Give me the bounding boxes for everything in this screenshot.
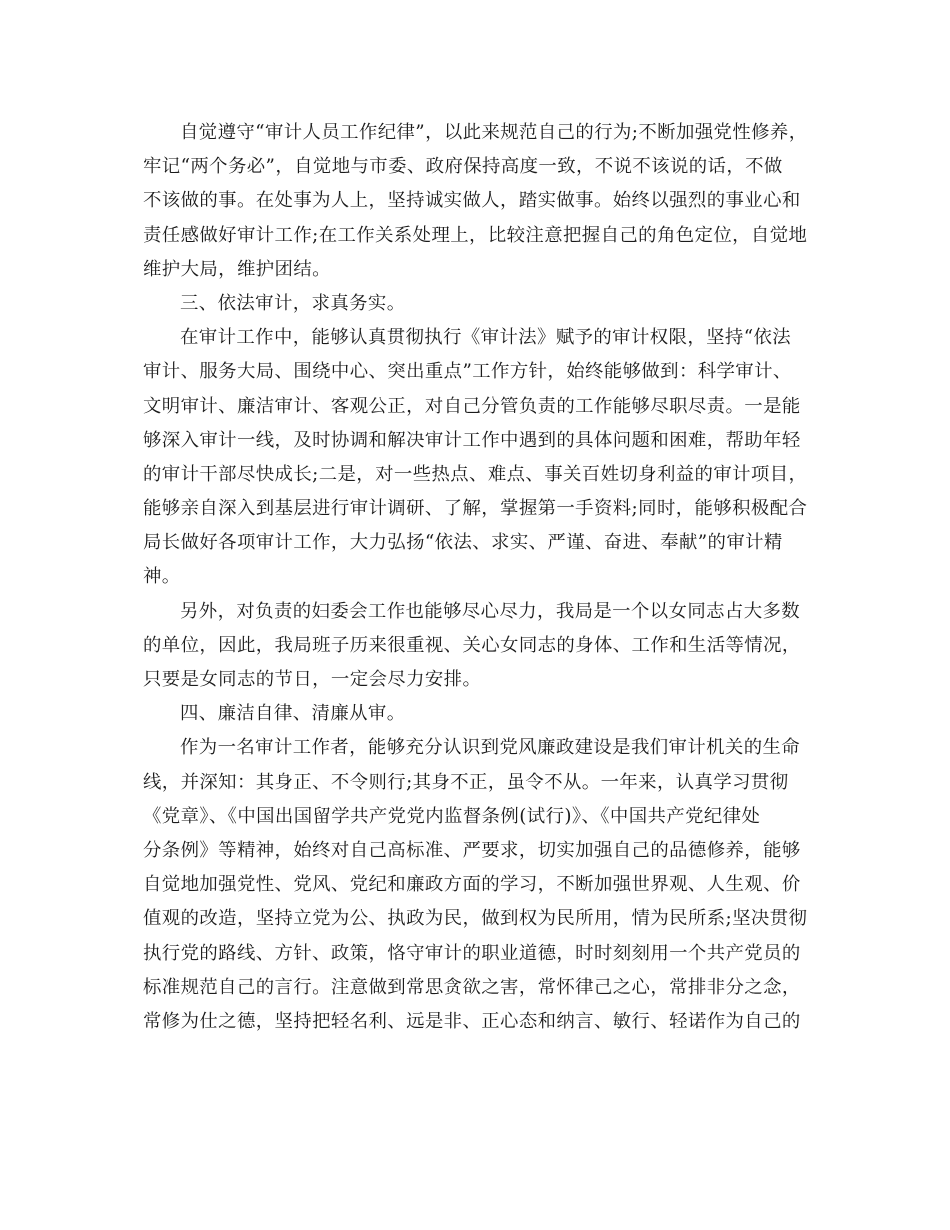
- text-line: 分条例》等精神，始终对自己高标准、严要求，切实加强自己的品德修养，能够: [143, 839, 801, 861]
- text-line: 执行党的路线、方针、政策，恪守审计的职业道德，时时刻刻用一个共产党员的: [143, 942, 801, 964]
- text-line: 线，并深知：其身正、不令则行;其身不正，虽令不从。一年来，认真学习贯彻: [143, 771, 789, 793]
- text-line: 够深入审计一线，及时协调和解决审计工作中遇到的具体问题和困难，帮助年轻: [143, 429, 801, 451]
- text-line: 能够亲自深入到基层进行审计调研、了解，掌握第一手资料;同时，能够积极配合: [143, 498, 808, 520]
- text-line: 审计、服务大局、围绕中心、突出重点”工作方针，始终能够做到：科学审计、: [143, 361, 792, 383]
- text-line: 《党章》、《中国出国留学共产党党内监督条例(试行)》、《中国共产党纪律处: [143, 805, 761, 827]
- text-line: 神。: [143, 566, 181, 588]
- section-heading: 三、依法审计，求真务实。: [180, 292, 406, 314]
- text-line: 自觉地加强党性、党风、党纪和廉政方面的学习，不断加强世界观、人生观、价: [143, 874, 801, 896]
- text-line: 文明审计、廉洁审计、客观公正，对自己分管负责的工作能够尽职尽责。一是能: [143, 395, 801, 417]
- text-line: 牢记“两个务必”，自觉地与市委、政府保持高度一致，不说不该说的话，不做: [143, 156, 783, 178]
- text-line: 另外，对负责的妇委会工作也能够尽心尽力，我局是一个以女同志占大多数: [180, 600, 801, 622]
- text-line: 的审计干部尽快成长;二是，对一些热点、难点、事关百姓切身利益的审计项目，: [143, 463, 808, 485]
- text-line: 自觉遵守“审计人员工作纪律”，以此来规范自己的行为;不断加强党性修养，: [180, 122, 808, 143]
- text-line: 责任感做好审计工作;在工作关系处理上，比较注意把握自己的角色定位，自觉地: [143, 224, 808, 246]
- text-line: 不该做的事。在处事为人上，坚持诚实做人，踏实做事。始终以强烈的事业心和: [143, 190, 801, 212]
- text-line: 常修为仕之德，坚持把轻名利、远是非、正心态和纳言、敏行、轻诺作为自己的: [143, 1010, 801, 1032]
- text-line: 只要是女同志的节日，一定会尽力安排。: [143, 669, 482, 690]
- text-line: 维护大局，维护团结。: [143, 258, 331, 280]
- text-line: 标准规范自己的言行。注意做到常思贪欲之害，常怀律己之心，常排非分之念，: [143, 976, 801, 998]
- document-body: [143, 116, 813, 1039]
- text-line: 的单位，因此，我局班子历来很重视、关心女同志的身体、工作和生活等情况，: [143, 634, 801, 656]
- text-line: 局长做好各项审计工作，大力弘扬“依法、求实、严谨、奋进、奉献”的审计精: [143, 532, 783, 554]
- section-heading: 四、廉洁自律、清廉从审。: [180, 703, 406, 725]
- text-line: 值观的改造，坚持立党为公、执政为民，做到权为民所用，情为民所系;坚决贯彻: [143, 908, 808, 930]
- text-line: 在审计工作中，能够认真贯彻执行《审计法》赋予的审计权限，坚持“依法: [180, 327, 792, 349]
- text-line: 作为一名审计工作者，能够充分认识到党风廉政建设是我们审计机关的生命: [180, 737, 801, 759]
